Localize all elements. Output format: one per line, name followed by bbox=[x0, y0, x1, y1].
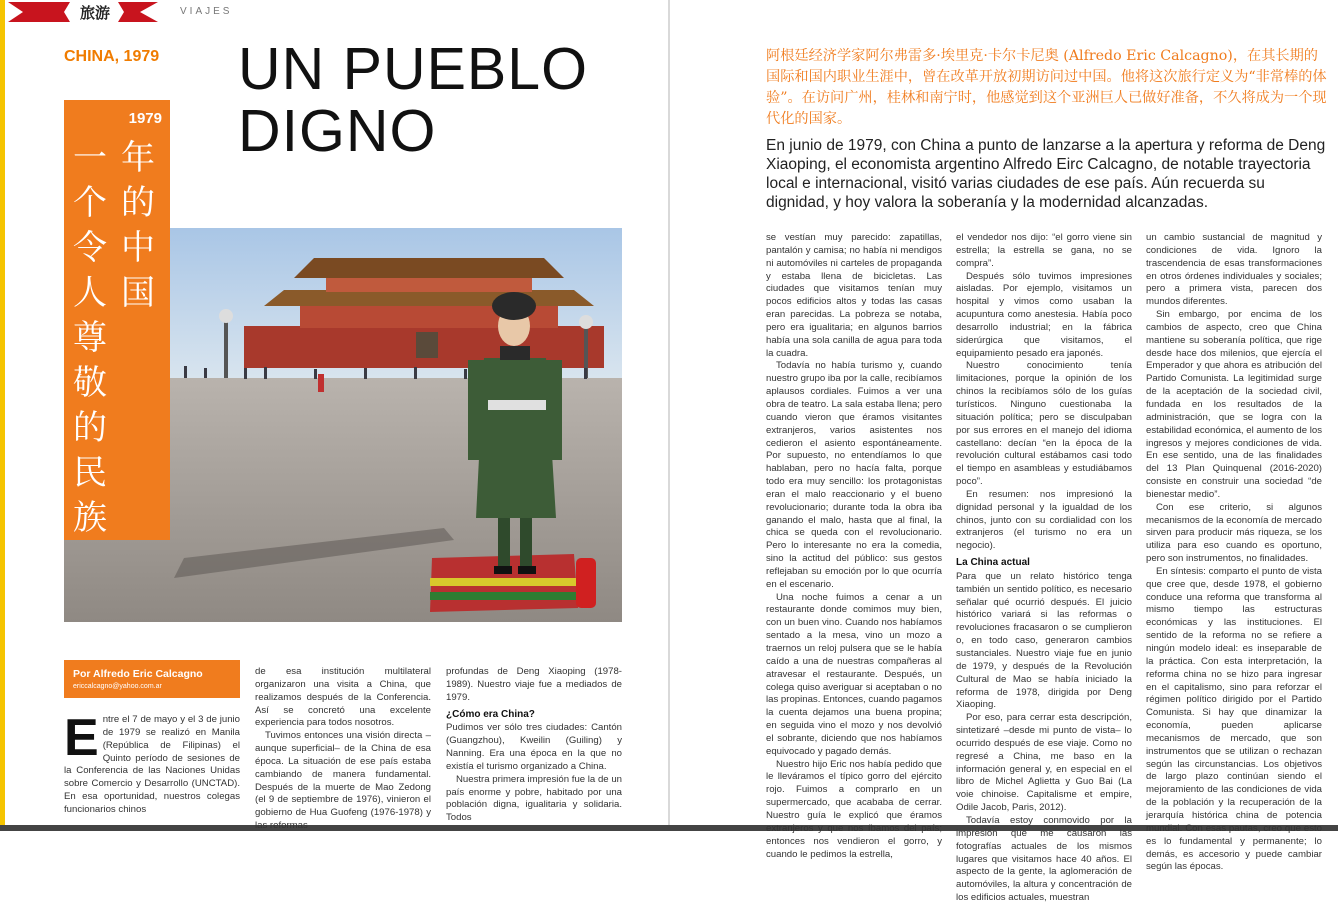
title-line-2: DIGNO bbox=[238, 98, 437, 164]
body-column-2 bbox=[255, 666, 431, 833]
paragraph: Tuvimos entonces una visión directa –aunque superficial– de la China de esa época. La situación de ese país estaba cambiando de manera fundamental. Después de la muerte de Mao Zedong (el 9 de septiembre de 1976), vinieron el gobierno de Hua Guofeng (1976-1978) y las reformas bbox=[255, 730, 431, 832]
cn-char: 人 bbox=[73, 273, 107, 313]
paragraph: En síntesis: comparto el punto de vista que cree que, desde 1978, el gobierno conduce una reforma que transforma al mismo tiempo las estructuras económicas y las instituciones. El sentido de la reforma no se refiere a ningún modelo ideal: es inseparable de la práctica. Con esta interpretación, la reforma china no se hizo para ingresar en el capitalismo, sino para reforzar el régimen político dirigido por el Partido Comunista. Si hay que dinamizar la economía, pueden aplicarse mecanismos de mercado, que son instrumentos que se utilizan o rechazan según las circunstancias. Los objetivos de largo plazo continúan siendo el mejoramiento de las condiciones de vida de la población y la recuperación de la jerarquía histórica china de potencia mundial. Con esas pautas, creo que esto es lo fundamental y permanente; lo demás, es accesorio y puede cambiar según las épocas. bbox=[1146, 565, 1322, 873]
paragraph: Pudimos ver sólo tres ciudades: Cantón (Guangzhou), Kweilin (Guiling) y Nanning. Era una época en la que no existía el turismo organizado a China. bbox=[446, 722, 622, 772]
paragraph: Nuestro hijo Eric nos había pedido que le lleváramos el típico gorro del ejército rojo. Fuimos a comprarlo en un supermercado, que acababa de cerrar. Nuestro guía le explicó que éramos extranjeros y que nos íbamos del país; entonces nos vendieron el gorro, y cuando le pedimos la estrella, bbox=[766, 758, 942, 860]
paragraph: Para que un relato histórico tenga también un sentido político, es necesario señalar qué ocurrió después. El juicio histórico variará si las reformas o revoluciones fracasaron o se cumplieron o, en todo caso, generaron cambios sustanciales. Nuestro viaje fue en junio de 1979, y después de la Revolución Cultural de Mao se había iniciado la reforma de 1978, dirigida por Deng Xiaoping. bbox=[956, 570, 1132, 711]
paragraph: Por eso, para cerrar esta descripción, sintetizaré –desde mi punto de vista– lo ocurrido después de ese viaje. Como no regresé a China, me baso en la información general y, en especial en el libro de Michel Aglietta y Guo Bai (La voie chinoise. Capitalisme et empire, Odile Jacob, Paris, 2012). bbox=[956, 712, 1132, 814]
bottom-bar bbox=[0, 825, 1338, 831]
page-gutter bbox=[668, 0, 670, 825]
author-email[interactable]: ericcalcagno@yahoo.com.ar bbox=[73, 683, 162, 690]
paragraph: se vestían muy parecido: zapatillas, pantalón y camisa; no había ni mendigos ni automóviles ni carteles de propaganda y estaba llena de bicicletas. Las ciudades que visitamos tenían muy pocos edificios altos y todas las casas eran parecidas. La pobreza se notaba, pero era igualitaria; en algunos barrios había una sola canilla de agua para toda la cuadra. bbox=[766, 232, 942, 359]
paragraph: ntre el 7 de mayo y el 3 de junio de 1979 se realizó en Manila (República de Filipinas) el Quinto período de sesiones de la Conferencia de las Naciones Unidas sobre Comercio y Desarrollo (UNCTAD). En esa oportunidad, nuestros colegas funcionarios chinos bbox=[64, 714, 240, 815]
cn-char: 的 bbox=[73, 408, 107, 448]
cn-char: 民 bbox=[73, 453, 107, 493]
cn-char: 令 bbox=[73, 228, 107, 268]
article-title bbox=[238, 38, 588, 162]
body-column-1 bbox=[64, 709, 240, 817]
paragraph: de esa institución multilateral organizaron una visita a China, que realizamos después de la Conferencia. Así se concretó una excelente experiencia para todos nosotros. bbox=[255, 666, 431, 729]
cn-char: 个 bbox=[73, 183, 107, 223]
cn-char: 年 bbox=[121, 138, 155, 178]
cn-column-right bbox=[116, 136, 160, 316]
cn-char: 的 bbox=[121, 183, 155, 223]
cn-column-left bbox=[68, 136, 112, 541]
subheading: ¿Cómo era China? bbox=[446, 708, 535, 720]
paragraph: Después sólo tuvimos impresiones aisladas. Por ejemplo, visitamos un hospital y vimos como usaban la acupuntura como anestesia. Había poco desarrollo industrial; en la fábrica siderúrgica que visitamos, el equipamiento pesado era japonés. bbox=[956, 270, 1132, 359]
paragraph: Nuestra primera impresión fue la de un país enorme y pobre, habitado por una población digna, igualitaria y solidaria. Todos bbox=[446, 773, 622, 824]
paragraph: Sin embargo, por encima de los cambios de aspecto, creo que China mantiene su soberanía política, que rige desde hace dos milenios, que ejercía el Emperador y que ahora es atribución del Partido Comunista. La legitimidad surge de la aceptación de la sociedad civil, fundada en los resultados de la administración, que se logra con la estabilidad económica, el aumento de los ingresos y mejores condiciones de vida. En ese sentido, una de las finalidades del 13 Plan Quinquenal (2016-2020) consiste en construir una sociedad “de bienestar medio”. bbox=[1146, 309, 1322, 500]
cn-char: 族 bbox=[73, 498, 107, 538]
section-ribbon bbox=[8, 0, 178, 24]
body-column-3 bbox=[446, 666, 622, 825]
section-label-cn: 旅游 bbox=[79, 4, 110, 22]
kicker: CHINA, 1979 bbox=[64, 48, 160, 65]
cn-char: 中 bbox=[121, 228, 155, 268]
paragraph: Todavía no había turismo y, cuando nuestro grupo iba por la calle, recibíamos aplausos cordiales. Fuimos a ver una obra de teatro. La sala estaba llena; pero cuando vieron que éramos visitantes extranjeros, varios asistentes nos cedieron el asiento espontáneamente. Por supuesto, no entendíamos lo que hablaban, pero no hacía falta, porque todo era muy sencillo: los protagonistas eran el malo reaccionario y el bueno revolucionario; durante toda la obra iba ganando el malo, hasta que al final, la chica se queda con el revolucionario. Pero lo interesante no era la comedia, sino la actitud del público: sus gestos reflejaban su emoción por lo que ocurría en el escenario. bbox=[766, 360, 942, 590]
chinese-title-panel bbox=[64, 100, 170, 540]
author-box bbox=[64, 660, 240, 698]
paragraph: profundas de Deng Xiaoping (1978-1989). Nuestro viaje fue a mediados de 1979. bbox=[446, 666, 622, 703]
chinese-intro: 阿根廷经济学家阿尔弗雷多·埃里克·卡尔卡尼奥 (Alfredo Eric Calcagno)，在其长期的国际和国内职业生涯中，曾在改革开放初期访问过中国。他将这次旅行定义为“非常棒的体验”。在访问广州，桂林和南宁时，他感觉到这个亚洲巨人已做好准备，不久将成为一个现代化的国家。 bbox=[766, 48, 1327, 127]
paragraph: Nuestro conocimiento tenía limitaciones, porque la opinión de los chinos la recibíamos sólo de los guías turísticos. Ninguno cuestionaba la situación política; pero se disculpaban por sus errores en el manejo del idioma castellano: decían “en la época de la revolución cultural estábamos casi todo el tiempo en asambleas y estudiábamos poco”. bbox=[956, 360, 1132, 488]
paragraph: En resumen: nos impresionó la dignidad personal y la igualdad de los chinos, junto con su cordialidad con los extranjeros (el turismo no era un negocio). bbox=[956, 488, 1132, 552]
author-name: Por Alfredo Eric Calcagno bbox=[73, 668, 203, 680]
cn-char: 国 bbox=[121, 273, 155, 313]
body-column-4 bbox=[766, 232, 942, 861]
body-column-6 bbox=[1146, 232, 1322, 874]
paragraph: Con ese criterio, si algunos mecanismos de la economía de mercado sirven para producir más riqueza, se los utiliza para eso cuando es oportuno, pero son instrumentos, no finalidades. bbox=[1146, 501, 1322, 565]
subheading: La China actual bbox=[956, 557, 1030, 569]
cn-panel-year: 1979 bbox=[128, 110, 162, 127]
cn-char: 尊 bbox=[73, 318, 107, 358]
section-label: VIAJES bbox=[180, 6, 233, 17]
page-edge-bar bbox=[0, 0, 5, 831]
title-line-1: UN PUEBLO bbox=[238, 36, 588, 102]
paragraph: el vendedor nos dijo: “el gorro viene sin estrella; la estrella se gana, no se compra”. bbox=[956, 232, 1132, 269]
cn-char: 一 bbox=[73, 138, 107, 178]
paragraph: Todavía estoy conmovido por la impresión que me causaron las fotografías actuales de los mismos lugares que visitamos hace 40 años. El aspecto de la gente, la aglomeración de automóviles, la altura y concentración de los edificios actuales, muestran bbox=[956, 814, 1132, 904]
body-column-5 bbox=[956, 232, 1132, 905]
cn-char: 敬 bbox=[73, 363, 107, 403]
dropcap: E bbox=[64, 709, 99, 767]
paragraph: Una noche fuimos a cenar a un restaurante donde comimos muy bien, con un buen vino. Cuando nos habíamos sentado a la mesa, vino un mozo a traernos un reloj pulsera que se le había caído a una de nuestras compañeras al atravesar el restaurante. Después, un colega quiso averiguar si aceptaban o no las propinas. Entonces, cuando pagamos la cuenta dejamos una buena propina; en seguida vino el mozo y nos devolvió el sobrante, diciendo que nos habíamos equivocado y pagado demás. bbox=[766, 591, 942, 757]
paragraph: un cambio sustancial de magnitud y condiciones de vida. Ignoro la trascendencia de esas transformaciones en otros órdenes individuales y sociales; pero a primera vista, parecen dos mundos diferentes. bbox=[1146, 232, 1322, 308]
article-lead: En junio de 1979, con China a punto de lanzarse a la apertura y reforma de Deng Xiaoping, el economista argentino Alfredo Eirc Calcagno, de notable trayectoria local e internacional, visitó varias ciudades de ese país. Aún recuerda su dignidad, y hoy valora la soberanía y la modernidad alcanzadas. bbox=[766, 137, 1326, 211]
